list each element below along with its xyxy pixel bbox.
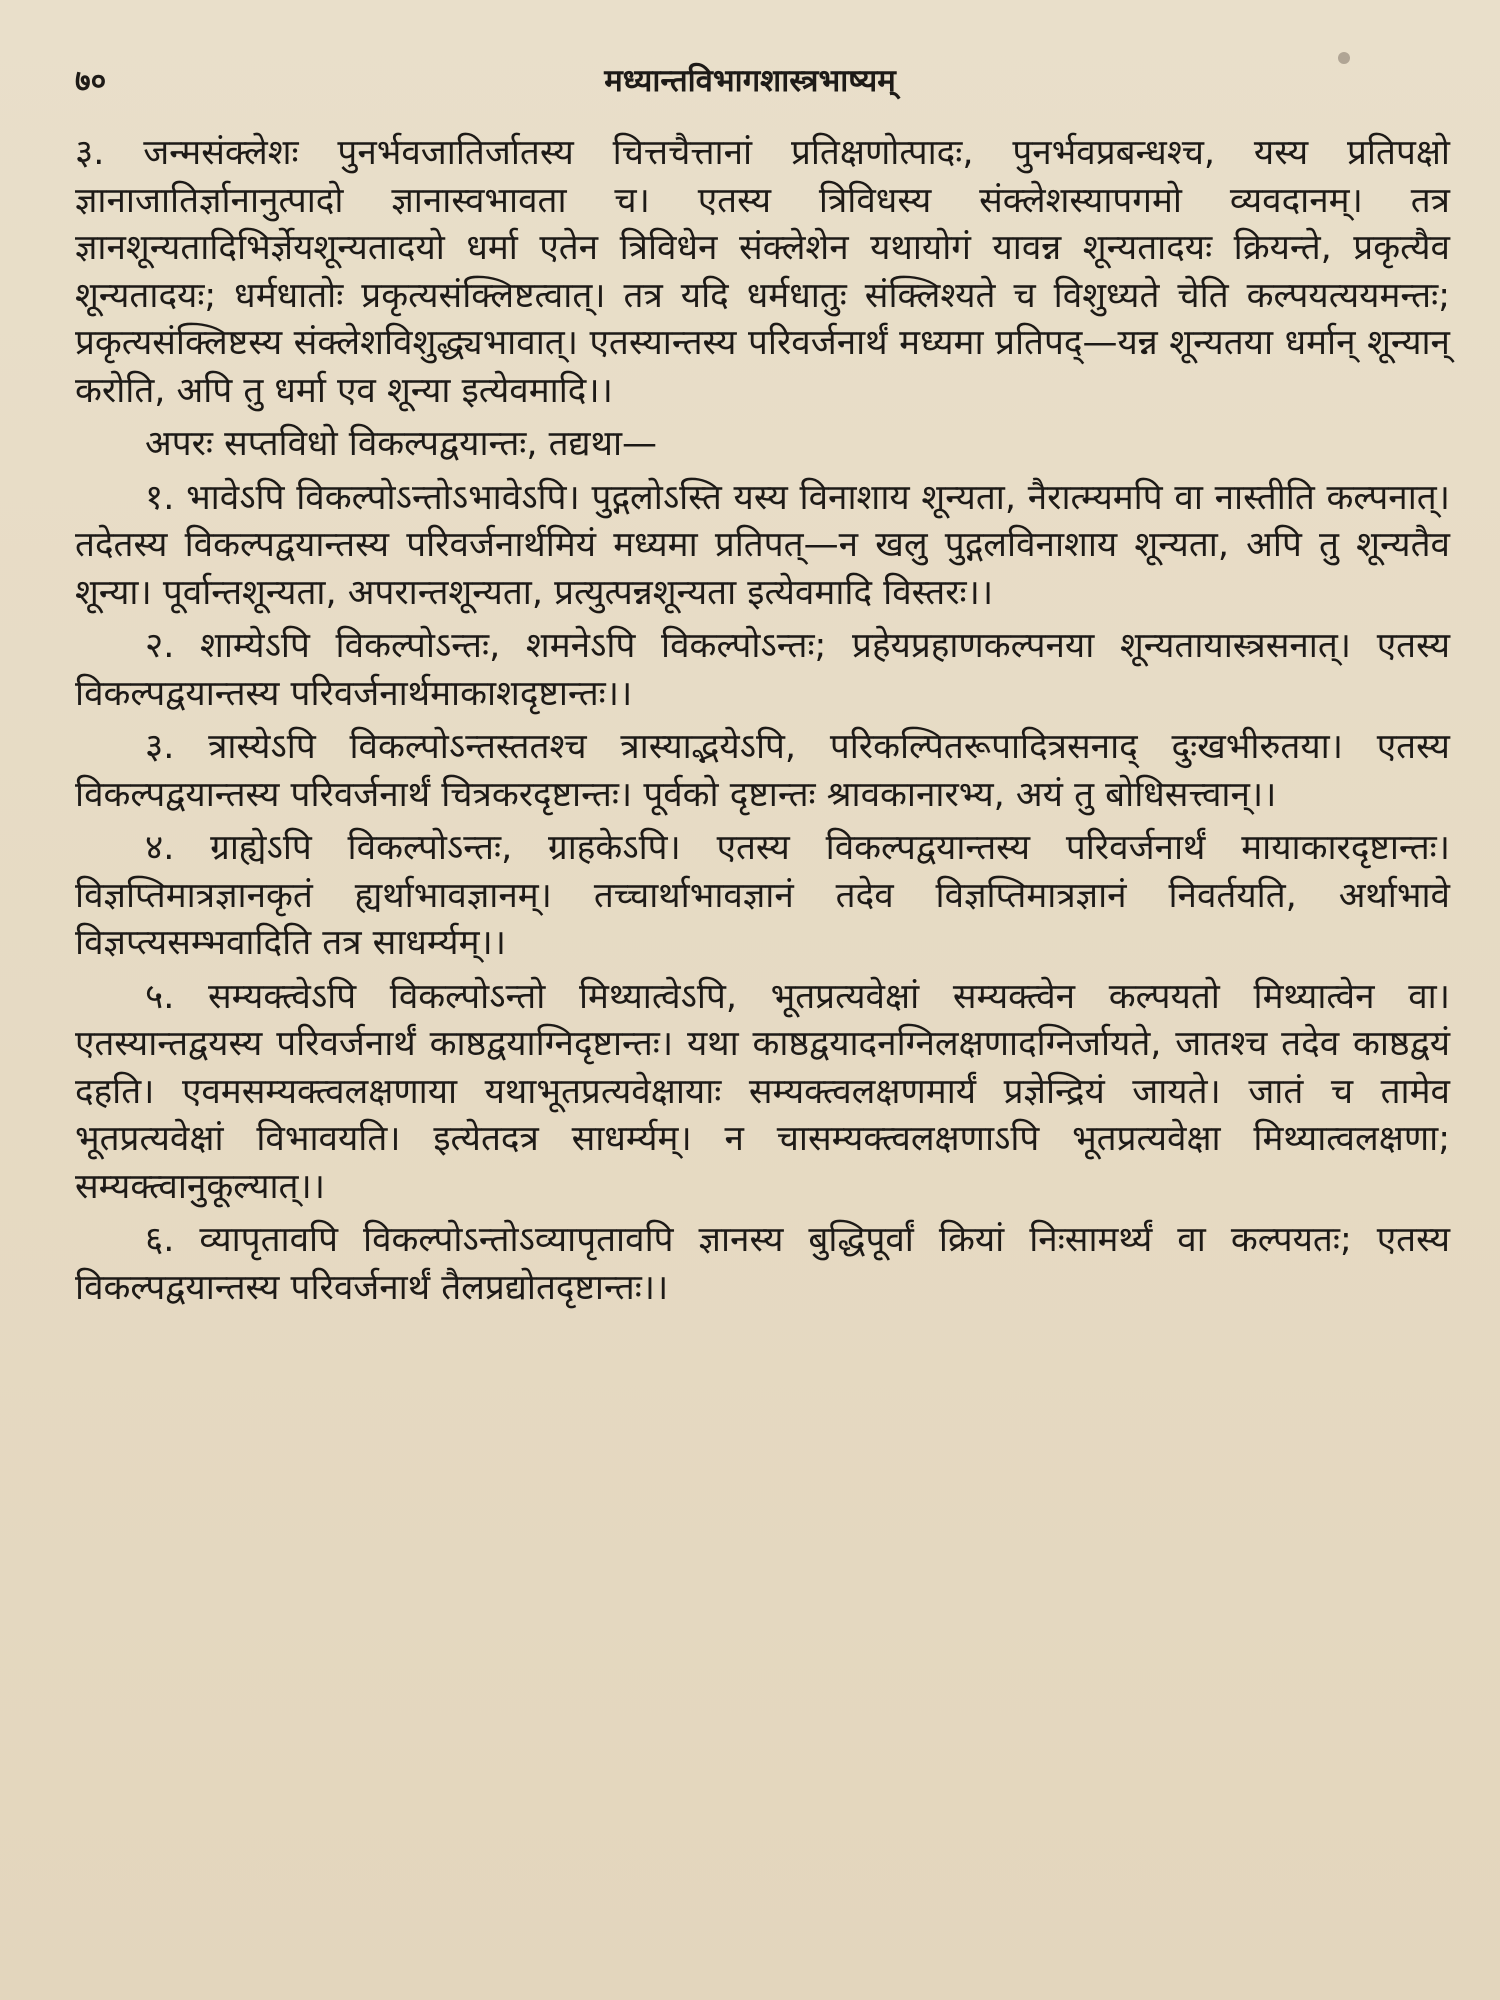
paragraph-janma-samklesha: ३. जन्मसंक्लेशः पुनर्भवजातिर्जातस्य चित्तचैत्तानां प्रतिक्षणोत्पादः, पुनर्भवप्रबन्धश्च, यस्य प्रतिपक्षो ज्ञानाजातिर्ज्ञानानुत्पादो ज्ञानास्वभावता च। एतस्य त्रिविधस्य संक्लेशस्यापगमो व्यवदानम्। तत्र ज्ञानशून्यतादिभिर्ज्ञेयशून्यतादयो धर्मा एतेन त्रिविधेन संक्लेशेन यथायोगं यावन्न शून्यतादयः क्रियन्ते, प्रकृत्यैव शून्यतादयः; धर्मधातोः प्रकृत्यसंक्लिष्टत्वात्। तत्र यदि धर्मधातुः संक्लिश्यते च विशुध्यते चेति कल्पयत्ययमन्तः; प्रकृत्यसंक्लिष्टस्य संक्लेशविशुद्ध्यभावात्। एतस्यान्तस्य परिवर्जनार्थं मध्यमा प्रतिपद्—यन्न शून्यतया धर्मान् शून्यान् करोति, अपि तु धर्मा एव शून्या इत्येवमादि।। bbox=[75, 133, 1450, 411]
page-header bbox=[75, 55, 1425, 105]
paragraph-item-1: १. भावेऽपि विकल्पोऽन्तोऽभावेऽपि। पुद्गलोऽस्ति यस्य विनाशाय शून्यता, नैरात्म्यमपि वा नास्तीति कल्पनात्। तदेतस्य विकल्पद्वयान्तस्य परिवर्जनार्थमियं मध्यमा प्रतिपत्—न खलु पुद्गलविनाशाय शून्यता, अपि तु शून्यतैव शून्या। पूर्वान्तशून्यता, अपरान्तशून्यता, प्रत्युत्पन्नशून्यता इत्येवमादि विस्तरः।। bbox=[75, 477, 1450, 613]
ink-blot-mark bbox=[1338, 52, 1350, 64]
paragraph-item-5: ५. सम्यक्त्वेऽपि विकल्पोऽन्तो मिथ्यात्वेऽपि, भूतप्रत्यवेक्षां सम्यक्त्वेन कल्पयतो मिथ्यात्वेन वा। एतस्यान्तद्वयस्य परिवर्जनार्थं काष्ठद्वयाग्निदृष्टान्तः। यथा काष्ठद्वयादनग्निलक्षणादग्निर्जायते, जातश्च तदेव काष्ठद्वयं दहति। एवमसम्यक्त्वलक्षणाया यथाभूतप्रत्यवेक्षायाः सम्यक्त्वलक्षणमार्यं प्रज्ञेन्द्रियं जायते। जातं च तामेव भूतप्रत्यवेक्षां विभावयति। इत्येतदत्र साधर्म्यम्। न चासम्यक्त्वलक्षणाऽपि भूतप्रत्यवेक्षा मिथ्यात्वलक्षणा; सम्यक्त्वानुकूल्यात्।। bbox=[75, 976, 1450, 1207]
paragraph-sevenfold-intro: अपरः सप्तविधो विकल्पद्वयान्तः, तद्यथा— bbox=[145, 424, 658, 464]
paragraph-item-6: ६. व्यापृतावपि विकल्पोऽन्तोऽव्यापृतावपि ज्ञानस्य बुद्धिपूर्वां क्रियां निःसामर्थ्यं वा कल्पयतः; एतस्य विकल्पद्वयान्तस्य परिवर्जनार्थं तैलप्रद्योतदृष्टान्तः।। bbox=[75, 1220, 1450, 1308]
running-title: मध्यान्तविभागशास्त्रभाष्यम् bbox=[604, 63, 896, 99]
paragraph-item-3: ३. त्रास्येऽपि विकल्पोऽन्तस्ततश्च त्रास्याद्भयेऽपि, परिकल्पितरूपादित्रसनाद् दुःखभीरुतया। एतस्य विकल्पद्वयान्तस्य परिवर्जनार्थं चित्रकरदृष्टान्तः। पूर्वको दृष्टान्तः श्रावकानारभ्य, अयं तु बोधिसत्त्वान्।। bbox=[75, 727, 1450, 815]
paragraph-item-2: २. शाम्येऽपि विकल्पोऽन्तः, शमनेऽपि विकल्पोऽन्तः; प्रहेयप्रहाणकल्पनया शून्यतायास्त्रसनात्। एतस्य विकल्पद्वयान्तस्य परिवर्जनार्थमाकाशदृष्टान्तः।। bbox=[75, 626, 1450, 714]
paragraph-item-4: ४. ग्राह्येऽपि विकल्पोऽन्तः, ग्राहकेऽपि। एतस्य विकल्पद्वयान्तस्य परिवर्जनार्थं मायाकारदृष्टान्तः। विज्ञप्तिमात्रज्ञानकृतं ह्यर्थाभावज्ञानम्। तच्चार्थाभावज्ञानं तदेव विज्ञप्तिमात्रज्ञानं निवर्तयति, अर्थाभावे विज्ञप्त्यसम्भवादिति तत्र साधर्म्यम्।। bbox=[75, 828, 1450, 963]
page-number: ७० bbox=[75, 64, 107, 99]
main-text bbox=[75, 130, 1450, 1312]
